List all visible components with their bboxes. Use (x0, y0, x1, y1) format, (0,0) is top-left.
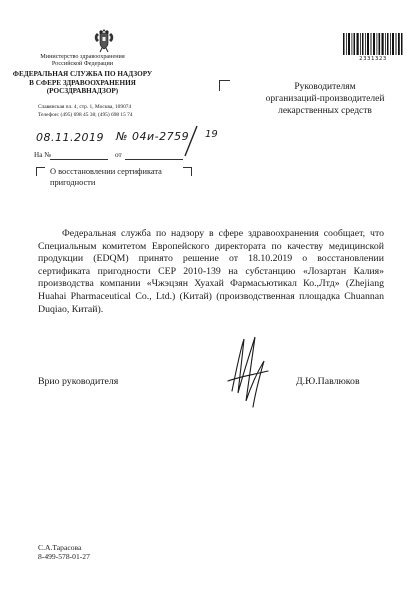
agency-line-1: ФЕДЕРАЛЬНАЯ СЛУЖБА ПО НАДЗОРУ (12, 70, 153, 78)
handwritten-number (116, 130, 189, 143)
reply-date-label: от (115, 151, 122, 159)
handwritten-number-suffix: 19 (205, 129, 218, 140)
ministry-name (10, 53, 155, 68)
coat-of-arms-icon (91, 27, 117, 53)
recipient-line-3: лекарственных средств (278, 106, 372, 116)
subject-line-1: О восстановлении сертификата (50, 167, 162, 176)
number-value: 04и-2759 (131, 130, 190, 143)
letter-body: Федеральная служба по надзору в сфере здравоохранения сообщает, что Специальным комитетом Европейского директората по качеству медицинской продукции (EDQM) принято решение от 18.10.2019 о восстановлении сертификата пригодности CEP 2010-139 на субстанцию «Лозартан Калия» производства компании «Чжэцзян Хуахай Фармасьютикал Ко.,Лтд» (Zhejiang Huahai Pharmaceutical Co., Ltd.) (Китай) (производственная площадка Chuannan Duqiao, Китай). (38, 228, 384, 315)
reply-number-line (50, 159, 108, 160)
agency-line-2: В СФЕРЕ ЗДРАВООХРАНЕНИЯ (29, 78, 136, 87)
number-prefix: № (116, 130, 128, 143)
handwritten-signature-icon (222, 331, 272, 415)
signatory-name: Д.Ю.Павлюков (296, 376, 360, 387)
subject-corner-right (183, 167, 192, 176)
barcode-icon (342, 33, 404, 55)
address-line-1: Славянская пл. 4, стр. 1, Москва, 109074 (38, 104, 132, 110)
subject-corner-left (36, 167, 45, 176)
subject-line-2: пригодности (50, 178, 96, 187)
ministry-line-1: Министерство здравоохранения (40, 53, 125, 60)
handwritten-date: 08.11.2019 (36, 131, 104, 144)
barcode-number: 2331323 (359, 56, 387, 62)
executor-phone: 8-499-578-01-27 (38, 552, 90, 561)
agency-address (38, 104, 168, 119)
address-line-2: Телефон: (495) 698 45 38; (495) 698 15 74 (38, 111, 133, 118)
handwritten-slash-icon (181, 124, 201, 158)
agency-line-3: (РОСЗДРАВНАДЗОР) (46, 87, 119, 96)
agency-name (10, 70, 155, 96)
ministry-line-2: Российской Федерации (51, 60, 114, 68)
executor-name: С.А.Тарасова (38, 543, 82, 552)
recipient-line-1: Руководителям (294, 82, 356, 92)
reply-date-line (125, 159, 183, 160)
signatory-title: Врио руководителя (38, 376, 119, 387)
recipient-block (250, 81, 400, 117)
recipient-corner-mark (219, 80, 230, 91)
recipient-line-2: организаций-производителей (265, 94, 385, 104)
letter-subject (50, 166, 180, 188)
reply-to-label: На № (34, 151, 52, 159)
